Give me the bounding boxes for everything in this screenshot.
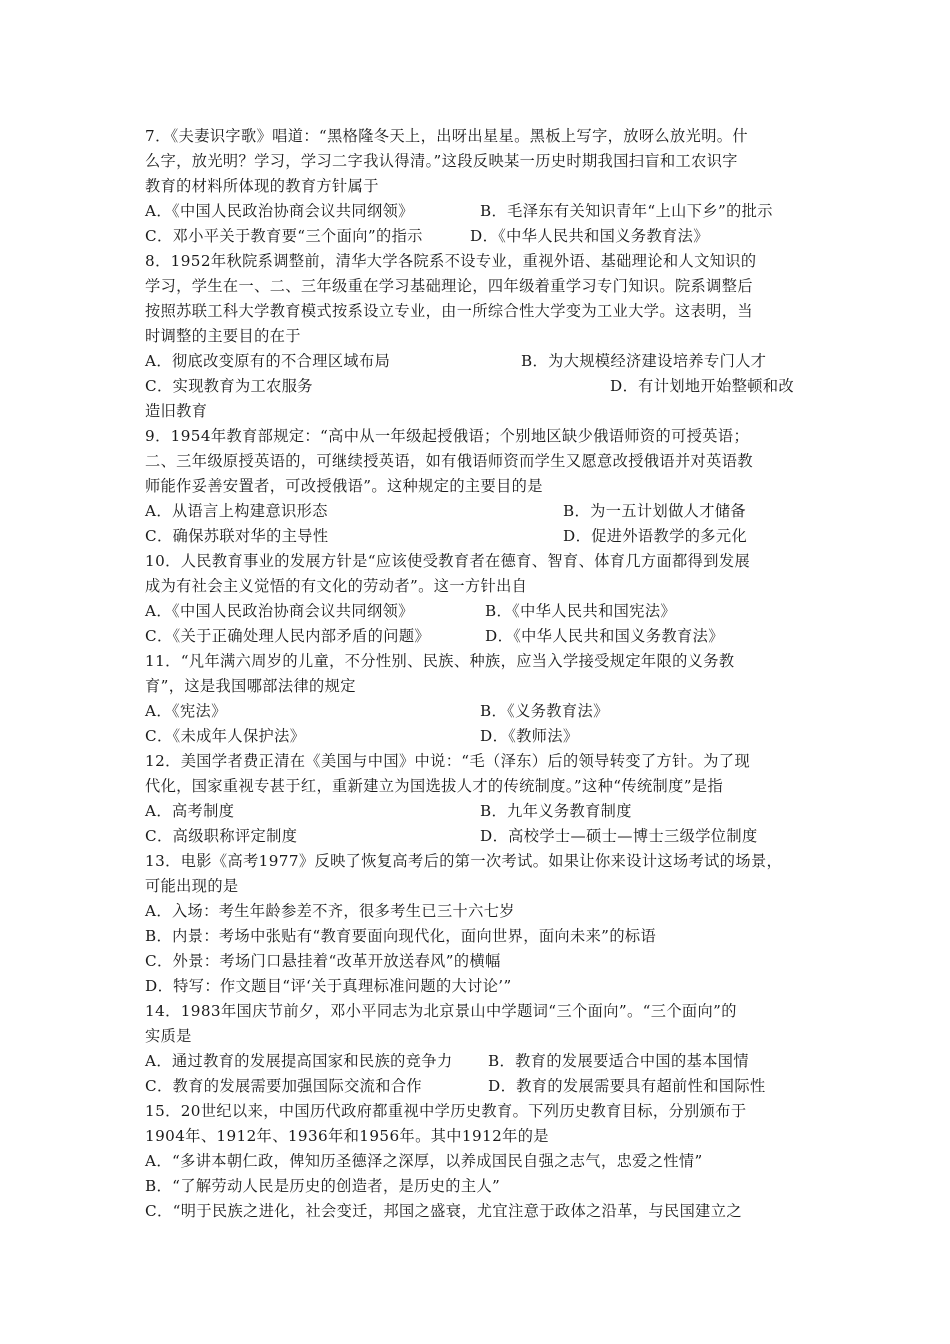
q12-stem-line-2: 代化，国家重视专甚于红，重新建立为国选拔人才的传统制度。”这种“传统制度”是指 (145, 777, 724, 795)
q15-option-b: B．“了解劳动人民是历史的创造者，是历史的主人” (145, 1177, 501, 1195)
q9-option-b: B．为一五计划做人才储备 (563, 502, 747, 520)
q11-stem-line-1: 11．“凡年满六周岁的儿童，不分性别、民族、种族，应当入学接受规定年限的义务教 (145, 652, 735, 670)
q9-option-c: C．确保苏联对华的主导性 (145, 527, 329, 545)
q13-option-a: A．入场：考生年龄参差不齐，很多考生已三十六七岁 (145, 902, 515, 920)
q12-option-a: A．高考制度 (145, 802, 235, 820)
q13-option-d: D．特写：作文题目“评‘关于真理标准问题的大讨论’” (145, 977, 512, 995)
q7-option-b: B．毛泽东有关知识青年“上山下乡”的批示 (480, 202, 773, 220)
q14-option-a: A．通过教育的发展提高国家和民族的竞争力 (145, 1052, 453, 1070)
q8-option-d: D．有计划地开始整顿和改 (610, 377, 795, 395)
q11-option-b: B．《义务教育法》 (480, 702, 609, 720)
q10-stem-line-2: 成为有社会主义觉悟的有文化的劳动者”。这一方针出自 (145, 577, 528, 595)
q9-stem-line-3: 师能作妥善安置者，可改授俄语”。这种规定的主要目的是 (145, 477, 543, 495)
q7-option-a: A．《中国人民政治协商会议共同纲领》 (145, 202, 414, 220)
q8-option-c: C．实现教育为工农服务 (145, 377, 313, 395)
q12-option-c: C．高级职称评定制度 (145, 827, 298, 845)
q9-option-a: A．从语言上构建意识形态 (145, 502, 328, 520)
q13-stem-line-2: 可能出现的是 (145, 877, 239, 895)
q14-stem-line-2: 实质是 (145, 1027, 192, 1045)
q11-stem-line-2: 育”，这是我国哪部法律的规定 (145, 677, 356, 695)
q15-stem-line-2: 1904年、1912年、1936年和1956年。其中1912年的是 (145, 1127, 549, 1145)
q10-option-d: D．《中华人民共和国义务教育法》 (485, 627, 724, 645)
q7-stem-line-2: 么字，放光明？学习，学习二字我认得清。”这段反映某一历史时期我国扫盲和工农识字 (145, 152, 738, 170)
q12-option-d: D．高校学士—硕士—博士三级学位制度 (480, 827, 758, 845)
q7-option-d: D．《中华人民共和国义务教育法》 (470, 227, 709, 245)
q7-stem-line-3: 教育的材料所体现的教育方针属于 (145, 177, 379, 195)
q15-option-a: A．“多讲本朝仁政，俾知历圣德泽之深厚，以养成国民自强之志气，忠爱之性情” (145, 1152, 703, 1170)
q9-stem-line-2: 二、三年级原授英语的，可继续授英语，如有俄语师资而学生又愿意改授俄语并对英语教 (145, 452, 753, 470)
q10-option-b: B．《中华人民共和国宪法》 (485, 602, 677, 620)
q15-stem-line-1: 15．20世纪以来，中国历代政府都重视中学历史教育。下列历史教育目标，分别颁布于 (145, 1102, 747, 1120)
q12-option-b: B．九年义务教育制度 (480, 802, 632, 820)
q11-option-a: A．《宪法》 (145, 702, 227, 720)
q7-option-c: C．邓小平关于教育要“三个面向”的指示 (145, 227, 423, 245)
q10-option-a: A．《中国人民政治协商会议共同纲领》 (145, 602, 414, 620)
q14-option-c: C．教育的发展需要加强国际交流和合作 (145, 1077, 423, 1095)
q15-option-c: C．“明于民族之进化，社会变迁，邦国之盛衰，尤宜注意于政体之沿革，与民国建立之 (145, 1202, 742, 1220)
q14-stem-line-1: 14．1983年国庆节前夕，邓小平同志为北京景山中学题词“三个面向”。“三个面向”的 (145, 1002, 737, 1020)
q8-option-a: A．彻底改变原有的不合理区域布局 (145, 352, 391, 370)
q9-option-d: D．促进外语教学的多元化 (563, 527, 748, 545)
q12-stem-line-1: 12．美国学者费正清在《美国与中国》中说：“毛（泽东）后的领导转变了方针。为了现 (145, 752, 751, 770)
q11-option-d: D．《教师法》 (480, 727, 579, 745)
q8-stem-line-3: 按照苏联工科大学教育模式按系设立专业，由一所综合性大学变为工业大学。这表明，当 (145, 302, 753, 320)
q9-stem-line-1: 9．1954年教育部规定：“高中从一年级起授俄语；个别地区缺少俄语师资的可授英语； (145, 427, 750, 445)
q8-stem-line-2: 学习，学生在一、二、三年级重在学习基础理论，四年级着重学习专门知识。院系调整后 (145, 277, 753, 295)
q13-stem-line-1: 13．电影《高考1977》反映了恢复高考后的第一次考试。如果让你来设计这场考试的场景， (145, 852, 783, 870)
q7-stem-line-1: 7．《夫妻识字歌》唱道：“黑格隆冬天上，出呀出星星。黑板上写字，放呀么放光明。什 (145, 127, 748, 145)
q8-stem-line-4: 时调整的主要目的在于 (145, 327, 301, 345)
q8-stem-line-1: 8．1952年秋院系调整前，清华大学各院系不设专业，重视外语、基础理论和人文知识的 (145, 252, 757, 270)
q10-stem-line-1: 10．人民教育事业的发展方针是“应该使受教育者在德育、智育、体育几方面都得到发展 (145, 552, 751, 570)
q13-option-b: B．内景：考场中张贴有“教育要面向现代化，面向世界，面向未来”的标语 (145, 927, 657, 945)
q11-option-c: C．《未成年人保护法》 (145, 727, 306, 745)
q13-option-c: C．外景：考场门口悬挂着“改革开放送春风”的横幅 (145, 952, 501, 970)
q14-option-b: B．教育的发展要适合中国的基本国情 (488, 1052, 749, 1070)
q8-option-b: B．为大规模经济建设培养专门人才 (521, 352, 767, 370)
q14-option-d: D．教育的发展需要具有超前性和国际性 (488, 1077, 766, 1095)
q10-option-c: C．《关于正确处理人民内部矛盾的问题》 (145, 627, 430, 645)
q8-option-d-continued: 造旧教育 (145, 402, 208, 420)
